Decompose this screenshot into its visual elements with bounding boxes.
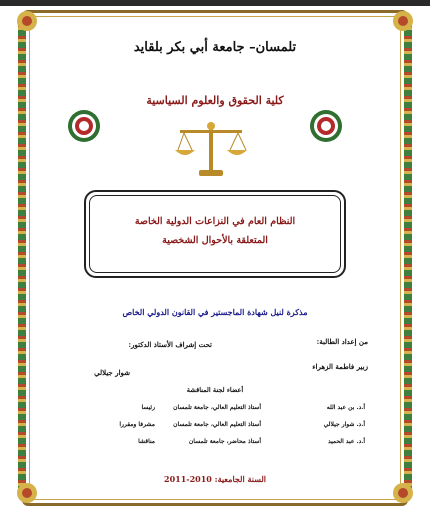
university-name: تلمسان– جامعة أبي بكر بلقايد — [133, 40, 297, 55]
member-name: أ.د. عبد الحميد — [327, 438, 365, 445]
member-role: مشرفا ومقررا — [119, 421, 155, 428]
floral-border-right — [404, 18, 412, 498]
floral-border-left — [18, 18, 26, 498]
university-seal-icon — [66, 108, 102, 144]
corner-ornament-icon — [388, 478, 418, 508]
committee-member-row — [60, 438, 365, 450]
member-rank: أستاذ التعليم العالي، جامعة تلمسان — [173, 421, 261, 428]
corner-ornament-icon — [12, 478, 42, 508]
committee-heading: أعضاء لجنة المناقشة — [186, 386, 244, 394]
student-name: زبير فاطمة الزهراء — [312, 362, 368, 371]
committee-member-row — [60, 404, 365, 416]
thesis-title — [92, 212, 338, 250]
member-name: أ.د. شوار جيلالي — [323, 421, 365, 428]
student-label: من إعداد الطالبة: — [316, 337, 368, 346]
member-role: رئيسا — [141, 404, 155, 411]
member-name: أ.د. بن عبد الله — [326, 404, 365, 411]
faculty-name: كلية الحقوق والعلوم السياسية — [146, 94, 284, 107]
supervisor-name: شوار جيلالي — [94, 368, 130, 377]
corner-ornament-icon — [12, 6, 42, 36]
committee-member-row — [60, 421, 365, 433]
supervisor-label: تحت إشراف الأستاذ الدكتور: — [128, 340, 212, 349]
member-rank: أستاذ محاضر، جامعة تلمسان — [188, 438, 261, 445]
degree-statement: مذكرة لنيل شهادة الماجستير في القانون الدولي الخاص — [122, 307, 308, 317]
member-role: مناقشا — [138, 438, 155, 445]
viewer-top-bar — [0, 0, 430, 6]
member-rank: أستاذ التعليم العالي، جامعة تلمسان — [173, 404, 261, 411]
thesis-title-line-1: النظام العام في النزاعات الدولية الخاصة — [134, 216, 296, 227]
university-seal-icon — [308, 108, 344, 144]
corner-ornament-icon — [388, 6, 418, 36]
thesis-title-line-2: المتعلقة بالأحوال الشخصية — [162, 235, 268, 246]
scales-of-justice-icon — [172, 120, 250, 180]
academic-year: السنة الجامعية: 2010-2011 — [164, 474, 266, 484]
